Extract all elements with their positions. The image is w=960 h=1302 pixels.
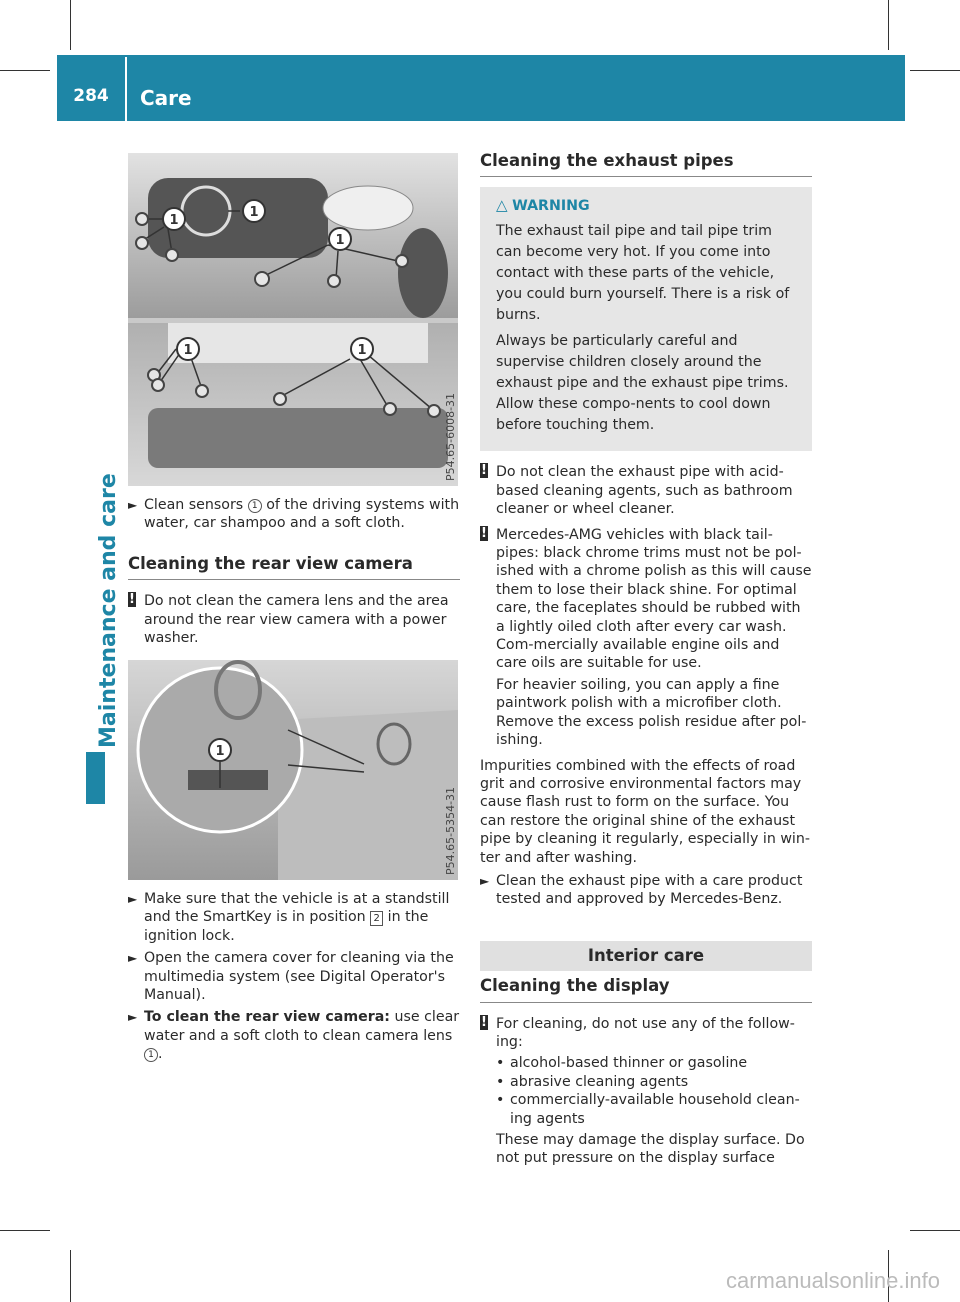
arrow-icon: ► (128, 1010, 138, 1025)
step-text: use clear water and a soft cloth to clean camera lens (144, 1009, 460, 1044)
warning-title: WARNING (512, 198, 590, 215)
watermark: carmanualsonline.info (725, 1268, 940, 1293)
step-text: in the ignition lock. (144, 909, 429, 944)
sensors-photo (128, 153, 458, 486)
callout-label: 1 (249, 205, 259, 220)
key-position-icon: 2 (370, 911, 383, 926)
callout-label: 1 (357, 343, 367, 358)
section-title: Care (140, 86, 192, 110)
crop-mark (70, 0, 71, 50)
note-text: For heavier soiling, you can apply a fine paintwork polish with a microfiber cloth. Remove the excess polish residue after pol-ishing. (496, 676, 807, 749)
caution-note (480, 526, 812, 750)
arrow-icon: ► (480, 873, 490, 888)
crop-mark (70, 1250, 71, 1302)
paragraph: Impurities combined with the effects of road grit and corrosive environmental factors may cause flash rust to form on the surface. You can restore the original shine of the exhaust pipe by cleaning it regularly, especially in win-ter and after washing. (480, 757, 810, 866)
arrow-icon: ► (128, 951, 138, 966)
note-text: Mercedes-AMG vehicles with black tail-pipes: black chrome trims must not be pol-ished with a chrome polish as this will cause them to lose their black shine. For optimal care, the faceplates should be rubbed with a lightly oiled cloth after every car wash. Com-mercially available engine oils and care oils are suitable for use. (496, 526, 812, 672)
step-text: Clean the exhaust pipe with a care product tested and approved by Mercedes-Benz. (496, 872, 803, 908)
instruction-step (128, 496, 460, 533)
instruction-step: ► To clean the rear view camera: use clear water and a soft cloth to clean camera lens 1 . (128, 1009, 460, 1063)
right-column (480, 152, 812, 1175)
crop-mark (0, 70, 50, 71)
callout-label: 1 (169, 213, 179, 228)
callout-label: 1 (215, 744, 225, 759)
arrow-icon: ► (128, 498, 138, 512)
step-text: Make sure that the vehicle is at a standstill and the SmartKey is in position (144, 891, 450, 926)
left-column-1 (128, 496, 460, 654)
caution-icon: ! (481, 525, 487, 541)
reference-icon: 1 (144, 1048, 158, 1062)
caution-note (128, 592, 460, 647)
caution-note (480, 463, 812, 518)
warning-text: Always be particularly careful and supervise children closely around the exhaust pipe and the exhaust pipe trims. Allow these compo-nents to cool down before touching them. (496, 333, 789, 434)
side-tab-marker (86, 752, 105, 804)
step-text: Clean sensors (144, 497, 244, 513)
list-item: • abrasive cleaning agents (496, 1073, 812, 1091)
image-code: P54.65-5354-31 (444, 786, 457, 875)
warning-text: The exhaust tail pipe and tail pipe trim can become very hot. If you come into contact with these parts of the vehicle, you could burn yourself. There is a risk of burns. (496, 223, 790, 324)
sensors-illustration (128, 153, 458, 486)
heading-exhaust: Cleaning the exhaust pipes (480, 152, 812, 177)
heading-display: Cleaning the display (480, 977, 812, 1002)
crop-mark (0, 1230, 50, 1231)
warning-triangle-icon: △ (496, 196, 508, 215)
caution-note (480, 1015, 812, 1168)
note-text: Do not clean the exhaust pipe with acid-based cleaning agents, such as bathroom cleaner or wheel cleaner. (496, 464, 793, 518)
note-text: Do not clean the camera lens and the area around the rear view camera with a power washer. (144, 593, 449, 647)
callout-label: 1 (335, 233, 345, 248)
heading-rear-camera: Cleaning the rear view camera (128, 555, 460, 580)
instruction-step (128, 949, 460, 1004)
list-item: • alcohol-based thinner or gasoline (496, 1054, 812, 1072)
step-emphasis: To clean the rear view camera: (144, 1009, 390, 1026)
step-text: Open the camera cover for cleaning via the multimedia system (see Digital Operator's Manual). (144, 950, 454, 1004)
note-text: These may damage the display surface. Do not put pressure on the display surface (496, 1132, 805, 1167)
crop-mark (888, 0, 889, 50)
instruction-step (480, 872, 812, 909)
note-text: For cleaning, do not use any of the follow-ing: (496, 1015, 795, 1050)
crop-mark (910, 70, 960, 71)
caution-icon: ! (481, 1014, 487, 1030)
list-item: • commercially-available household clean-ing agents (496, 1091, 812, 1128)
bullet-list (496, 1054, 812, 1128)
instruction-step (128, 890, 460, 945)
camera-photo (128, 660, 458, 880)
page-number: 284 (73, 86, 109, 106)
step-text: of the driving systems with water, car shampoo and a soft cloth. (144, 497, 460, 532)
arrow-icon: ► (128, 892, 138, 906)
caution-icon: ! (129, 592, 135, 608)
crop-mark (910, 1230, 960, 1231)
section-bar-interior: Interior care (480, 941, 812, 971)
reference-icon: 1 (248, 499, 262, 513)
camera-illustration (128, 660, 458, 880)
caution-icon: ! (481, 463, 487, 479)
callout-label: 1 (183, 343, 193, 358)
header-divider (125, 57, 127, 121)
side-tab-label: Maintenance and care (96, 473, 121, 748)
warning-box (480, 187, 812, 451)
left-column-2 (128, 890, 460, 1068)
image-code: P54.65-6008-31 (444, 392, 457, 481)
